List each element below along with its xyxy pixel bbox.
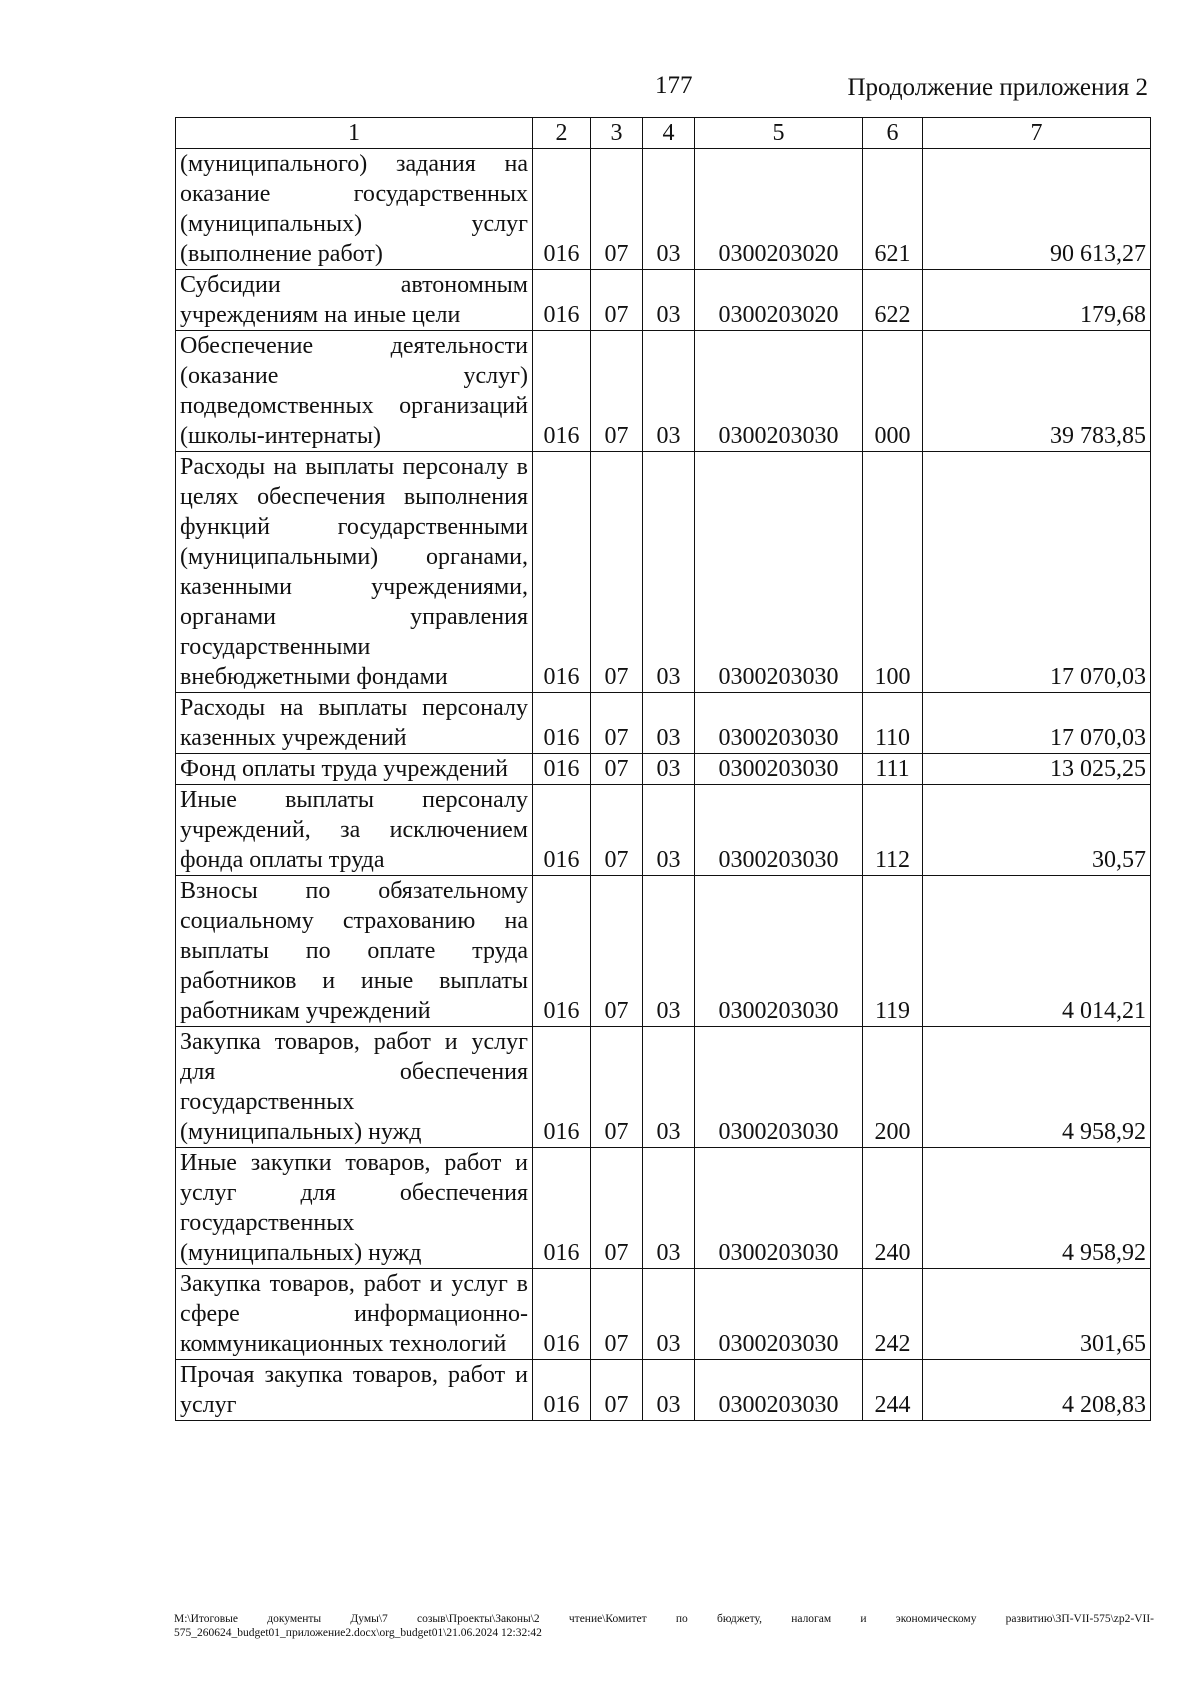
target-article-code: 0300203020 (695, 270, 863, 331)
target-article-code: 0300203030 (695, 785, 863, 876)
expense-type-code: 112 (863, 785, 923, 876)
amount: 13 025,25 (923, 754, 1151, 785)
subsection-code: 03 (643, 1269, 695, 1360)
section-code: 07 (591, 785, 643, 876)
expense-type-code: 110 (863, 693, 923, 754)
target-article-code: 0300203020 (695, 149, 863, 270)
ministry-code: 016 (533, 149, 591, 270)
amount: 4 958,92 (923, 1027, 1151, 1148)
expense-name: Расходы на выплаты персоналу казенных учреждений (176, 693, 533, 754)
subsection-code: 03 (643, 1148, 695, 1269)
section-code: 07 (591, 270, 643, 331)
section-code: 07 (591, 1360, 643, 1421)
column-header: 1 (176, 118, 533, 149)
subsection-code: 03 (643, 1027, 695, 1148)
table-row (176, 754, 1151, 785)
section-code: 07 (591, 754, 643, 785)
amount: 4 208,83 (923, 1360, 1151, 1421)
expense-name: Закупка товаров, работ и услуг для обеспечения государственных (муниципальных) нужд (176, 1027, 533, 1148)
ministry-code: 016 (533, 693, 591, 754)
expense-name: (муниципального) задания на оказание государственных (муниципальных) услуг (выполнение работ) (176, 149, 533, 270)
section-code: 07 (591, 876, 643, 1027)
ministry-code: 016 (533, 1027, 591, 1148)
subsection-code: 03 (643, 331, 695, 452)
section-code: 07 (591, 1148, 643, 1269)
amount: 301,65 (923, 1269, 1151, 1360)
column-header: 5 (695, 118, 863, 149)
amount: 90 613,27 (923, 149, 1151, 270)
expense-type-code: 621 (863, 149, 923, 270)
subsection-code: 03 (643, 785, 695, 876)
column-header: 4 (643, 118, 695, 149)
ministry-code: 016 (533, 1269, 591, 1360)
table-row (176, 331, 1151, 452)
table-row (176, 1027, 1151, 1148)
table-row (176, 149, 1151, 270)
amount: 4 014,21 (923, 876, 1151, 1027)
column-header: 6 (863, 118, 923, 149)
expense-type-code: 244 (863, 1360, 923, 1421)
ministry-code: 016 (533, 452, 591, 693)
document-file-path: М:\Итоговые документы Думы\7 созыв\Проекты\Законы\2 чтение\Комитет по бюджету, налогам и экономическому развитию\ЗП-VII-575\zp2-VII-575_260624_budget01_приложение2.docx\org_budget01\21.06.2024 12:32:42 (174, 1613, 1154, 1639)
expense-name: Взносы по обязательному социальному страхованию на выплаты по оплате труда работников и иные выплаты работникам учреждений (176, 876, 533, 1027)
target-article-code: 0300203030 (695, 693, 863, 754)
table-row (176, 1360, 1151, 1421)
table-row (176, 693, 1151, 754)
column-header: 3 (591, 118, 643, 149)
target-article-code: 0300203030 (695, 876, 863, 1027)
ministry-code: 016 (533, 754, 591, 785)
table-header-row (176, 118, 1151, 149)
section-code: 07 (591, 452, 643, 693)
target-article-code: 0300203030 (695, 1360, 863, 1421)
section-code: 07 (591, 693, 643, 754)
expense-type-code: 000 (863, 331, 923, 452)
amount: 179,68 (923, 270, 1151, 331)
budget-table (175, 117, 1151, 1421)
expense-type-code: 200 (863, 1027, 923, 1148)
expense-name: Субсидии автономным учреждениям на иные цели (176, 270, 533, 331)
subsection-code: 03 (643, 452, 695, 693)
expense-type-code: 119 (863, 876, 923, 1027)
ministry-code: 016 (533, 1148, 591, 1269)
table-row (176, 1148, 1151, 1269)
expense-name: Фонд оплаты труда учреждений (176, 754, 533, 785)
target-article-code: 0300203030 (695, 331, 863, 452)
section-code: 07 (591, 331, 643, 452)
subsection-code: 03 (643, 1360, 695, 1421)
subsection-code: 03 (643, 754, 695, 785)
table-row (176, 452, 1151, 693)
ministry-code: 016 (533, 270, 591, 331)
section-code: 07 (591, 1269, 643, 1360)
expense-name: Расходы на выплаты персоналу в целях обеспечения выполнения функций государственными (муниципальными) органами, казенными учреждениями, органами управления государственными внебюджетными фондами (176, 452, 533, 693)
expense-name: Иные выплаты персоналу учреждений, за исключением фонда оплаты труда (176, 785, 533, 876)
table-row (176, 270, 1151, 331)
expense-name: Прочая закупка товаров, работ и услуг (176, 1360, 533, 1421)
target-article-code: 0300203030 (695, 1027, 863, 1148)
amount: 4 958,92 (923, 1148, 1151, 1269)
amount: 39 783,85 (923, 331, 1151, 452)
ministry-code: 016 (533, 1360, 591, 1421)
subsection-code: 03 (643, 149, 695, 270)
subsection-code: 03 (643, 876, 695, 1027)
expense-type-code: 111 (863, 754, 923, 785)
column-header: 7 (923, 118, 1151, 149)
expense-type-code: 100 (863, 452, 923, 693)
table-row (176, 876, 1151, 1027)
subsection-code: 03 (643, 270, 695, 331)
target-article-code: 0300203030 (695, 754, 863, 785)
expense-type-code: 242 (863, 1269, 923, 1360)
amount: 17 070,03 (923, 693, 1151, 754)
expense-name: Закупка товаров, работ и услуг в сфере информационно-коммуникационных технологий (176, 1269, 533, 1360)
ministry-code: 016 (533, 331, 591, 452)
section-code: 07 (591, 149, 643, 270)
column-header: 2 (533, 118, 591, 149)
ministry-code: 016 (533, 876, 591, 1027)
expense-type-code: 240 (863, 1148, 923, 1269)
amount: 17 070,03 (923, 452, 1151, 693)
expense-name: Иные закупки товаров, работ и услуг для обеспечения государственных (муниципальных) нужд (176, 1148, 533, 1269)
ministry-code: 016 (533, 785, 591, 876)
target-article-code: 0300203030 (695, 452, 863, 693)
page-number: 177 (655, 72, 693, 99)
target-article-code: 0300203030 (695, 1269, 863, 1360)
expense-name: Обеспечение деятельности (оказание услуг) подведомственных организаций (школы-интернаты) (176, 331, 533, 452)
continuation-label: Продолжение приложения 2 (847, 74, 1148, 101)
subsection-code: 03 (643, 693, 695, 754)
amount: 30,57 (923, 785, 1151, 876)
table-row (176, 785, 1151, 876)
table-row (176, 1269, 1151, 1360)
target-article-code: 0300203030 (695, 1148, 863, 1269)
section-code: 07 (591, 1027, 643, 1148)
expense-type-code: 622 (863, 270, 923, 331)
